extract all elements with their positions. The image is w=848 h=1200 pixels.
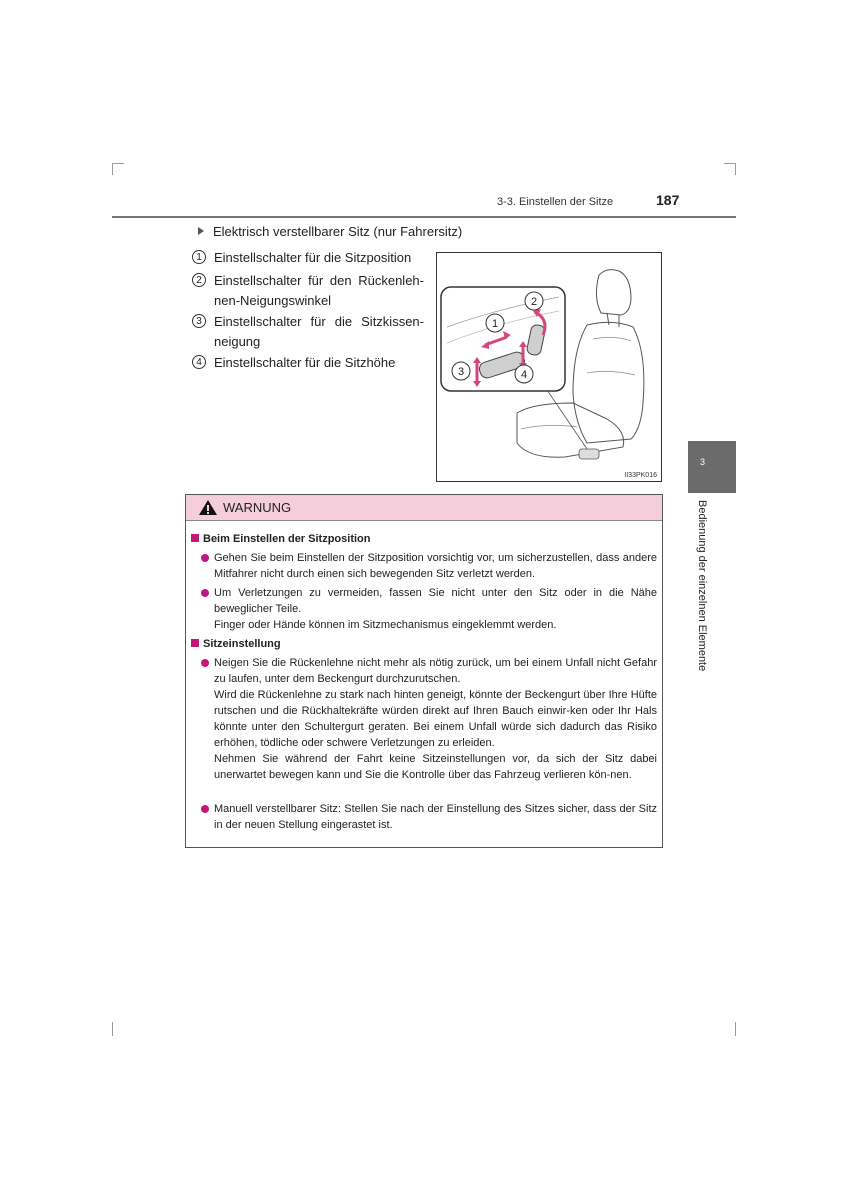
crop-mark-bottom-right [735, 1022, 736, 1036]
subheading-text: Elektrisch verstellbarer Sitz (nur Fahrersitz) [213, 224, 463, 239]
square-bullet-icon [191, 639, 199, 647]
round-bullet-icon [201, 554, 209, 562]
figure-label-4: 4 [520, 369, 528, 381]
figure-code: II33PK016 [624, 472, 657, 479]
round-bullet-icon [201, 589, 209, 597]
warning-bullet [199, 585, 657, 633]
list-item-text: Einstellschalter für die Sitzposition [214, 250, 412, 265]
warning-bullet [199, 801, 657, 833]
bullet-text: Um Verletzungen zu vermeiden, fassen Sie nicht unter den Sitz oder in die Nähe beweglicher Teile. [214, 587, 657, 615]
warning-header [186, 495, 662, 521]
circled-number: 1 [192, 250, 206, 264]
chapter-tab-label: Bedienung der einzelnen Elemente [696, 500, 708, 672]
power-seat-drawing [437, 253, 661, 481]
triangle-bullet-icon [198, 227, 204, 235]
warning-triangle-icon [198, 499, 218, 516]
page-number: 187 [656, 192, 680, 208]
warning-section-heading: Beim Einstellen der Sitzposition [191, 533, 370, 545]
list-item-text: Einstellschalter für die Sitzkissen-neigung [214, 314, 424, 349]
bullet-text: Manuell verstellbarer Sitz: Stellen Sie nach der Einstellung des Sitzes sicher, dass der Sitz in der neuen Stellung eingerastet ist. [214, 803, 657, 831]
circled-number: 4 [192, 355, 206, 369]
crop-mark-top-right-v [735, 163, 736, 175]
figure-label-1: 1 [491, 318, 499, 330]
round-bullet-icon [201, 659, 209, 667]
crop-mark-top-left-v [112, 163, 113, 175]
figure-label-2: 2 [530, 296, 538, 308]
warning-bullet [199, 655, 657, 783]
bullet-text: Gehen Sie beim Einstellen der Sitzposition vorsichtig vor, um sicherzustellen, dass andere Mitfahrer nicht durch einen sich bewegenden Sitz verletzt werden. [214, 552, 657, 580]
warning-section-heading: Sitzeinstellung [191, 638, 281, 650]
list-item-text: Einstellschalter für die Sitzhöhe [214, 355, 396, 370]
seat-illustration [436, 252, 662, 482]
chapter-tab [688, 441, 736, 493]
circled-number: 2 [192, 273, 206, 287]
header-rule [112, 216, 736, 218]
figure-label-3: 3 [457, 366, 465, 378]
chapter-tab-number: 3 [700, 457, 706, 467]
list-item-text: Einstellschalter für den Rückenleh-nen-Neigungswinkel [214, 273, 424, 308]
warning-title: WARNUNG [223, 500, 292, 515]
circled-number: 3 [192, 314, 206, 328]
bullet-text: Finger oder Hände können im Sitzmechanismus eingeklemmt werden. [214, 619, 557, 631]
subheading [198, 224, 462, 239]
running-header-section: 3-3. Einstellen der Sitze [497, 196, 614, 208]
bullet-text: Wird die Rückenlehne zu stark nach hinten geneigt, könnte der Beckengurt über Ihre Hüfte rutschen und die Rückhaltekräfte würden direkt auf Ihren Bauch einwir-ken oder Ihr Hals könnte unter den Schultergurt geraten. Bei einem Unfall würde sich dadurch das Risiko erhöhen, tödliche oder schwere Verletzungen zu erleiden. [214, 689, 657, 749]
crop-mark-bottom-left [112, 1022, 113, 1036]
crop-mark-top-left-h [112, 163, 124, 164]
warning-bullet [199, 550, 657, 582]
warning-box [185, 494, 663, 848]
bullet-text: Neigen Sie die Rückenlehne nicht mehr als nötig zurück, um bei einem Unfall nicht Gefahr zu laufen, unter dem Beckengurt durchzurutschen. [214, 657, 657, 685]
bullet-text: Nehmen Sie während der Fahrt keine Sitzeinstellungen vor, da sich der Sitz dabei unerwartet bewegen kann und Sie die Kontrolle über das Fahrzeug verlieren kön-nen. [214, 753, 657, 781]
round-bullet-icon [201, 805, 209, 813]
square-bullet-icon [191, 534, 199, 542]
